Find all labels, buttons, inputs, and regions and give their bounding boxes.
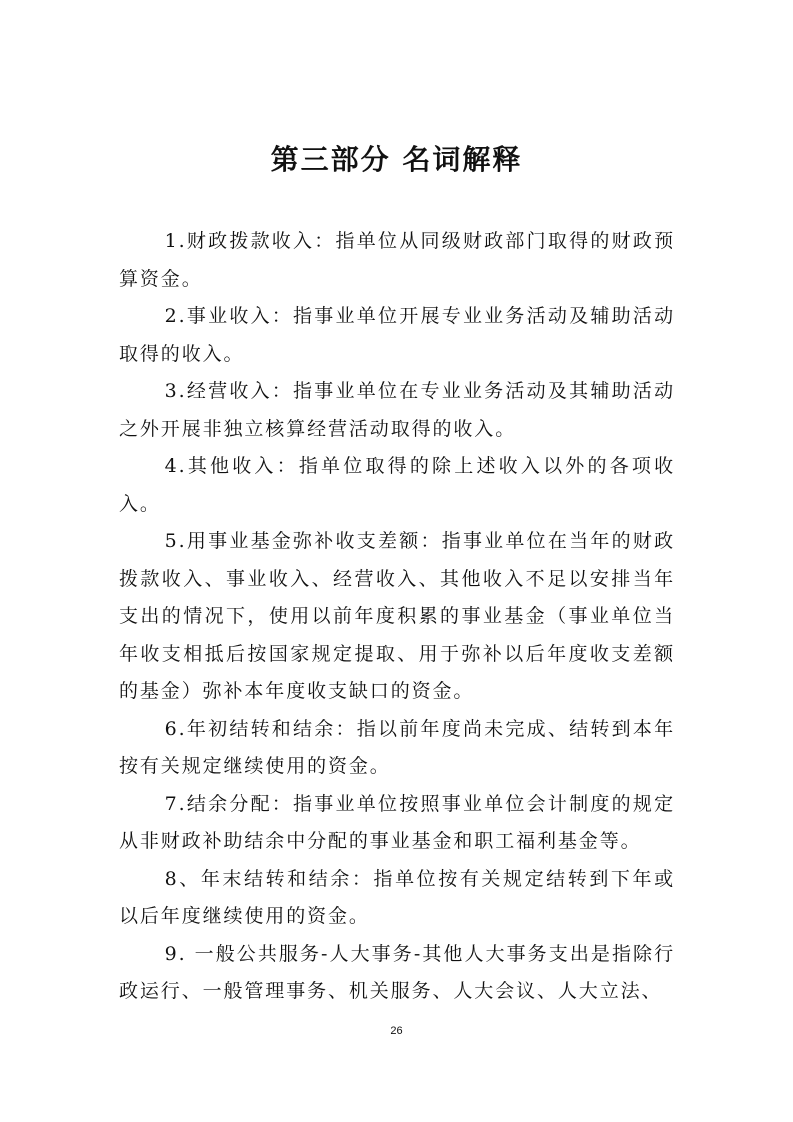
paragraph-2: 2.事业收入：指事业单位开展专业业务活动及辅助活动取得的收入。 — [119, 305, 675, 365]
paragraph-4: 4.其他收入：指单位取得的除上述收入以外的各项收入。 — [119, 455, 675, 515]
paragraph-8: 8、年末结转和结余：指单位按有关规定结转到下年或以后年度继续使用的资金。 — [119, 867, 675, 927]
paragraph-3: 3.经营收入：指事业单位在专业业务活动及其辅助活动之外开展非独立核算经营活动取得的收入。 — [119, 380, 675, 440]
document-body — [119, 223, 675, 1011]
paragraph-1: 1.财政拨款收入：指单位从同级财政部门取得的财政预算资金。 — [119, 230, 675, 290]
paragraph-5: 5.用事业基金弥补收支差额：指事业单位在当年的财政拨款收入、事业收入、经营收入、其他收入不足以安排当年支出的情况下，使用以前年度积累的事业基金（事业单位当年收支相抵后按国家规定提取、用于弥补以后年度收支差额的基金）弥补本年度收支缺口的资金。 — [119, 530, 675, 702]
paragraph-6: 6.年初结转和结余：指以前年度尚未完成、结转到本年按有关规定继续使用的资金。 — [119, 717, 675, 777]
paragraph-7: 7.结余分配：指事业单位按照事业单位会计制度的规定从非财政补助结余中分配的事业基金和职工福利基金等。 — [119, 792, 675, 852]
section-title: 第三部分 名词解释 — [270, 143, 523, 176]
paragraph-9: 9. 一般公共服务-人大事务-其他人大事务支出是指除行政运行、一般管理事务、机关服务、人大会议、人大立法、 — [119, 942, 675, 1002]
page-number: 26 — [390, 1025, 403, 1037]
